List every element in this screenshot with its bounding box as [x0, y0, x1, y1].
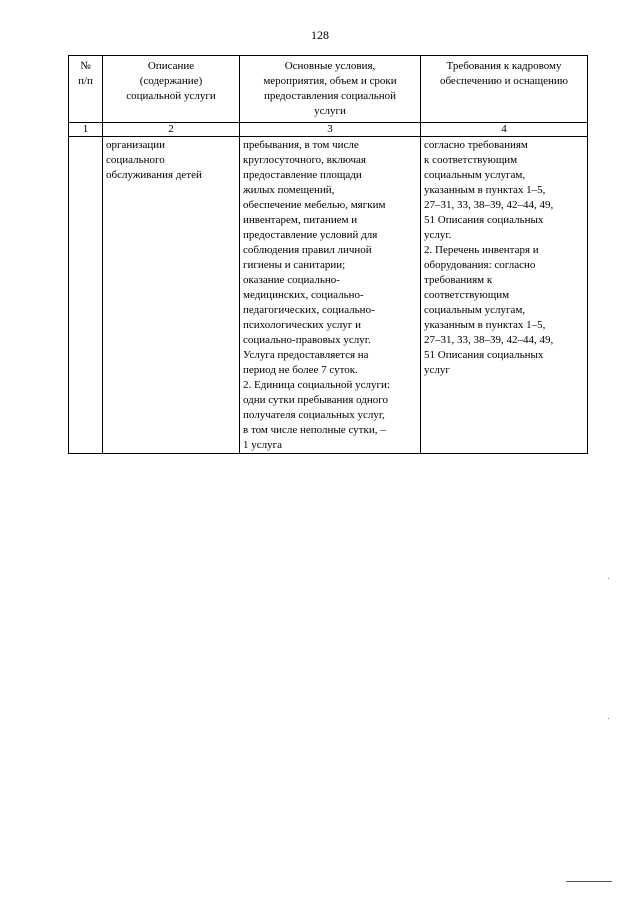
column-number: 4	[421, 123, 588, 137]
cell-text-line: оборудования: согласно	[424, 259, 536, 271]
cell-text-line: предоставление площади	[243, 169, 362, 181]
cell-text-line: период не более 7 суток.	[243, 364, 358, 376]
cell-text-line: услуг.	[424, 229, 452, 241]
header-text: мероприятия, объем и сроки	[263, 75, 397, 87]
cell-conditions	[240, 137, 421, 454]
header-col-description	[103, 56, 240, 123]
scan-underline-mark	[566, 881, 612, 882]
cell-text-line: психологических услуг и	[243, 319, 362, 331]
header-col-requirements	[421, 56, 588, 123]
header-text: предоставления социальной	[263, 90, 397, 102]
header-text: Основные условия,	[284, 60, 376, 72]
table-row	[69, 137, 588, 454]
cell-text-line: соответствующим	[424, 289, 510, 301]
cell-text-line: обслуживания детей	[106, 169, 202, 181]
cell-text-line: медицинских, социально-	[243, 289, 364, 301]
header-text: (содержание)	[139, 75, 203, 87]
column-number: 3	[240, 123, 421, 137]
cell-text-line: услуг	[424, 364, 450, 376]
column-number: 2	[103, 123, 240, 137]
table-header-row	[69, 56, 588, 123]
column-number: 1	[69, 123, 103, 137]
cell-text-line: 51 Описания социальных	[424, 349, 544, 361]
scan-speck	[608, 718, 609, 719]
page-number: 128	[311, 28, 329, 42]
cell-text-line: Услуга предоставляется на	[243, 349, 369, 361]
cell-text-line: круглосуточного, включая	[243, 154, 366, 166]
cell-text-line: 1 услуга	[243, 439, 283, 451]
header-text: №	[80, 60, 91, 72]
cell-text-line: в том числе неполные сутки, –	[243, 424, 386, 436]
cell-text-line: гигиены и санитарии;	[243, 259, 346, 271]
header-text: Описание	[147, 60, 195, 72]
cell-text-line: предоставление условий для	[243, 229, 378, 241]
cell-text-line: указанным в пунктах 1–5,	[424, 319, 546, 331]
cell-text-line: пребывания, в том числе	[243, 139, 359, 151]
cell-text-line: требованиям к	[424, 274, 493, 286]
cell-text-line: 51 Описания социальных	[424, 214, 544, 226]
cell-text-line: одни сутки пребывания одного	[243, 394, 389, 406]
cell-text-line: 2. Перечень инвентаря и	[424, 244, 539, 256]
cell-text-line: к соответствующим	[424, 154, 518, 166]
services-table	[68, 55, 588, 454]
cell-number	[69, 137, 103, 454]
cell-text-line: инвентарем, питанием и	[243, 214, 358, 226]
cell-text-line: согласно требованиям	[424, 139, 528, 151]
header-text: социальной услуги	[126, 90, 216, 102]
column-number-row	[69, 123, 588, 137]
cell-text-line: социального	[106, 154, 165, 166]
header-text: обеспечению и оснащению	[439, 75, 569, 87]
cell-text-line: соблюдения правил личной	[243, 244, 372, 256]
cell-text-line: получателя социальных услуг,	[243, 409, 385, 421]
cell-text-line: социальным услугам,	[424, 169, 526, 181]
scan-speck	[608, 578, 609, 579]
cell-text-line: указанным в пунктах 1–5,	[424, 184, 546, 196]
cell-text-line: 2. Единица социальной услуги:	[243, 379, 390, 391]
header-text: Требования к кадровому	[446, 60, 562, 72]
cell-text-line: оказание социально-	[243, 274, 340, 286]
cell-text-line: жилых помещений,	[243, 184, 335, 196]
header-text: услуги	[314, 105, 346, 117]
cell-text-line: обеспечение мебелью, мягким	[243, 199, 386, 211]
cell-text-line: организации	[106, 139, 166, 151]
cell-description	[103, 137, 240, 454]
cell-text-line: 27–31, 33, 38–39, 42–44, 49,	[424, 199, 554, 211]
cell-requirements	[421, 137, 588, 454]
header-col-number	[69, 56, 103, 123]
cell-text-line: социально-правовых услуг.	[243, 334, 371, 346]
cell-text-line: 27–31, 33, 38–39, 42–44, 49,	[424, 334, 554, 346]
header-text: п/п	[78, 75, 93, 87]
header-col-conditions	[240, 56, 421, 123]
cell-text-line: педагогических, социально-	[243, 304, 375, 316]
cell-text-line: социальным услугам,	[424, 304, 526, 316]
